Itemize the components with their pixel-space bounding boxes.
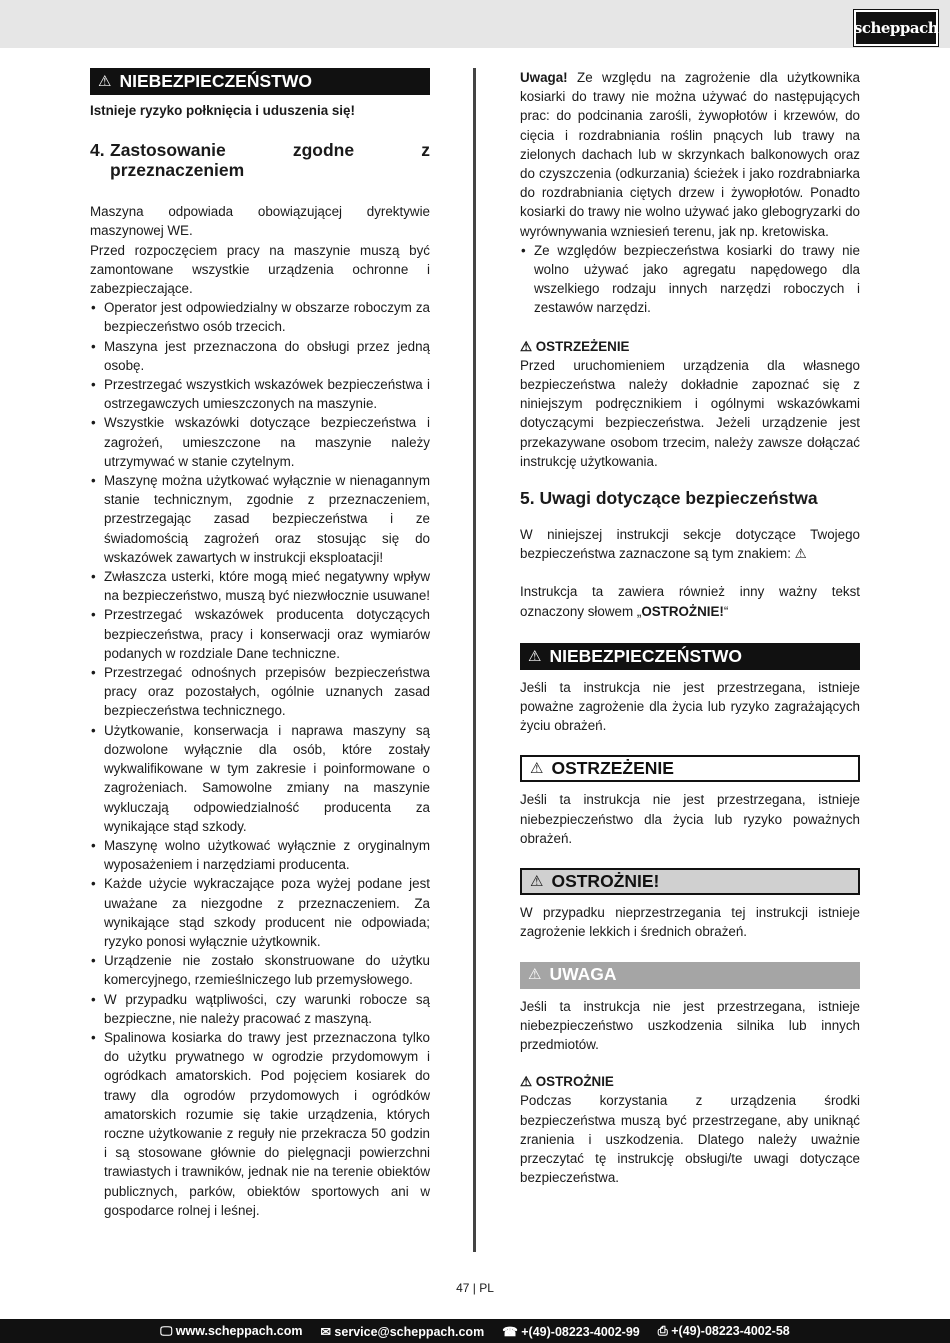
- list-item: • Urządzenie nie zostało skonstruowane do użytku komercyjnego, rzemieślniczego lub przemysłowego.: [90, 951, 430, 989]
- danger-text: Istnieje ryzyko połknięcia i uduszenia się!: [90, 103, 355, 118]
- list-item: • Zwłaszcza usterki, które mogą mieć negatywny wpływ na bezpieczeństwo, muszą być niezwłocznie usuwane!: [90, 567, 430, 605]
- warning-triangle-icon: ⚠: [530, 872, 544, 890]
- danger-banner: [520, 643, 860, 670]
- uwaga-paragraph: [520, 68, 860, 241]
- danger-banner: [90, 68, 430, 95]
- caution-text: Podczas korzystania z urządzenia środki bezpieczeństwa muszą być przestrzegane, aby uniknąć zranienia i uszkodzenia. Dlatego należy uważnie przeczytać tę instrukcję obsługi/te uwagi dotyczące bezpieczeństwa.: [520, 1093, 860, 1186]
- paragraph: Przed rozpoczęciem pracy na maszynie muszą być zamontowane wszystkie urządzenia ochronne i zabezpieczające.: [90, 242, 430, 297]
- list-item: • Przestrzegać wskazówek producenta dotyczących bezpieczeństwa, pracy i konserwacji oraz wymiarów podanych w rozdziale Dane techniczne.: [90, 605, 430, 663]
- phone-icon: ☎: [502, 1324, 518, 1339]
- email-link[interactable]: service@scheppach.com: [334, 1324, 485, 1339]
- section-4-number: 4.: [90, 140, 105, 161]
- caution-head-label: OSTROŻNIE: [535, 1074, 614, 1090]
- header-bar: [0, 0, 950, 48]
- caution-box-text: W przypadku nieprzestrzegania tej instrukcji istnieje zagrożenie lekkich i średnich obrażeń.: [520, 905, 860, 940]
- section-5-title: 5. Uwagi dotyczące bezpieczeństwa: [520, 488, 818, 509]
- scheppach-logo: scheppach: [854, 10, 938, 46]
- web-link[interactable]: www.scheppach.com: [175, 1323, 303, 1338]
- danger-label: NIEBEZPIECZEŃSTWO: [119, 70, 312, 91]
- warning-triangle-icon: ⚠: [530, 760, 544, 778]
- left-column: [90, 68, 430, 1220]
- paragraph: W niniejszej instrukcji sekcje dotyczące Twojego bezpieczeństwa zaznaczone są tym znakiem: ⚠: [520, 527, 860, 562]
- phone-number: +(49)-08223-4002-99: [521, 1324, 640, 1339]
- notice-banner: [520, 962, 860, 989]
- list-item: • Operator jest odpowiedzialny w obszarze roboczym za bezpieczeństwo osób trzecich.: [90, 298, 430, 336]
- monitor-icon: 🖵: [160, 1323, 173, 1338]
- footer-fax: [658, 1324, 790, 1339]
- warning-box-text: Jeśli ta instrukcja nie jest przestrzegana, istnieje niebezpieczeństwo dla życia lub ryzyko poważnych obrażeń.: [520, 792, 860, 846]
- notice-label: UWAGA: [549, 964, 617, 985]
- footer-bar: [0, 1319, 950, 1343]
- list-item: • Spalinowa kosiarka do trawy jest przeznaczona tylko do użytku prywatnego w ogrodzie przydomowym i ogródkach amatorskich. Pod pojęciem kosiarek do trawy dla ogrodów przydomowych i ogródków amatorskich rozumie się takie urządzenia, których roczne użytkowanie z reguły nie przekracza 50 godzin i są stosowane głównie do pielęgnacji powierzchni trawiastych i trawników, jednak nie na terenie obiektów publicznych, parków, obiektów sportowych ani w gospodarce rolnej i leśnej.: [90, 1028, 430, 1220]
- list-item: • Wszystkie wskazówki dotyczące bezpieczeństwa i zagrożeń, umieszczone na maszynie należy utrzymywać w stanie czytelnym.: [90, 413, 430, 471]
- warning-heading: [520, 337, 860, 356]
- fax-icon: ⎙: [657, 1323, 668, 1338]
- footer-web[interactable]: [160, 1324, 302, 1339]
- danger-text: Jeśli ta instrukcja nie jest przestrzegana, istnieje poważne zagrożenie dla życia lub ryzyko zagrażających życiu obrażeń.: [520, 679, 860, 734]
- list-item: • W przypadku wątpliwości, czy warunki robocze są bezpieczne, nie należy pracować z maszyną.: [90, 990, 430, 1028]
- uwaga-text: Ze względu na zagrożenie dla użytkownika kosiarki do trawy nie można używać do następujących prac: do podcinania zarośli, żywopłotów i krzewów, do cięcia i rozdrabniania roślin pnących lub trawy na zielonych dachach lub w skrzynkach balkonowych oraz do czyszczenia (odkurzania) ścieżek i jako rozdrabniarka do rozdrabniania ciętych drzew i żywopłotów. Ponadto kosiarki do trawy nie wolno używać jako glebogryzarki do wyrównywania wzniesień terenu, jak np. kretowiska.: [520, 70, 860, 239]
- usage-list: [90, 298, 430, 1220]
- warning-banner: [520, 755, 860, 782]
- caution-banner: [520, 868, 860, 895]
- caution-label: OSTROŻNIE!: [551, 870, 660, 891]
- s5-p2-bold: OSTROŻNIE!: [641, 603, 724, 619]
- list-item: • Maszynę wolno użytkować wyłącznie z oryginalnym wyposażeniem i narzędziami producenta.: [90, 836, 430, 874]
- warning-label: OSTRZEŻENIE: [551, 758, 674, 779]
- column-divider: [473, 68, 476, 1252]
- uwaga-lead: Uwaga!: [520, 70, 568, 85]
- section-4-title: Zastosowanie zgodne z przeznaczeniem: [110, 140, 430, 181]
- section-4-heading: [90, 140, 430, 180]
- page-number: 47 | PL: [456, 1281, 494, 1295]
- footer-email[interactable]: [320, 1324, 484, 1339]
- footer-phone: [502, 1324, 640, 1339]
- paragraph: Maszyna odpowiada obowiązującej dyrektywie maszynowej WE.: [90, 204, 430, 239]
- warning-text: Przed uruchomieniem urządzenia dla własnego bezpieczeństwa należy dokładnie zapoznać się z niniejszym podręcznikiem i ogólnymi wskazówkami dotyczącymi bezpieczeństwa. Jeżeli urządzenie jest przekazywane osobom trzecim, należy zawsze dołączać instrukcję użytkowania.: [520, 357, 860, 469]
- list-item: • Użytkowanie, konserwacja i naprawa maszyny są dozwolone wyłącznie dla osób, które zostały wykwalifikowane w tym zakresie i poinformowane o zagrożeniach. Samowolne zmiany na maszynie wykluczają odpowiedzialność producenta za wynikające stąd szkody.: [90, 721, 430, 836]
- uwaga-list: [520, 241, 860, 318]
- list-item: • Maszyna jest przeznaczona do obsługi przez jedną osobę.: [90, 337, 430, 375]
- warning-head-label: OSTRZEŻENIE: [535, 338, 630, 354]
- paragraph: [520, 582, 860, 620]
- list-item: • Przestrzegać wszystkich wskazówek bezpieczeństwa i ostrzegawczych umieszczonych na maszynie.: [90, 375, 430, 413]
- s5-p2-pre: Instrukcja ta zawiera również inny ważny tekst oznaczony słowem „: [520, 584, 860, 619]
- warning-triangle-icon: ⚠: [98, 72, 112, 90]
- envelope-icon: ✉: [320, 1324, 331, 1339]
- notice-box-text: Jeśli ta instrukcja nie jest przestrzegana, istnieje niebezpieczeństwo uszkodzenia silnika lub innych przedmiotów.: [520, 998, 860, 1052]
- right-column: [520, 68, 860, 1187]
- list-item: • Każde użycie wykraczające poza wyżej podane jest uważane za niezgodne z przeznaczeniem. Za wynikające stąd szkody producent nie odpowiada; ryzyko ponosi wyłącznie użytkownik.: [90, 874, 430, 951]
- danger-label: NIEBEZPIECZEŃSTWO: [549, 645, 742, 666]
- warning-triangle-icon: ⚠: [528, 647, 542, 665]
- warning-triangle-icon: ⚠: [520, 338, 533, 354]
- list-item: • Przestrzegać odnośnych przepisów bezpieczeństwa pracy oraz pozostałych, ogólnie uznanych zasad bezpieczeństwa technicznego.: [90, 663, 430, 721]
- warning-triangle-icon: ⚠: [520, 1074, 533, 1090]
- fax-number: +(49)-08223-4002-58: [671, 1323, 790, 1338]
- list-item: • Ze względów bezpieczeństwa kosiarki do trawy nie wolno używać jako agregatu napędowego dla wszelkiego rodzaju innych narzędzi roboczych i zestawów narzędzi.: [520, 241, 860, 318]
- s5-p2-post: “: [723, 603, 729, 619]
- caution-heading: [520, 1072, 860, 1091]
- warning-triangle-icon: ⚠: [528, 966, 542, 984]
- list-item: • Maszynę można użytkować wyłącznie w nienagannym stanie technicznym, zgodnie z przeznaczeniem, przestrzegając zasad bezpieczeństwa i ze świadomością zagrożeń oraz stosując się do wskazówek zawartych w instrukcji eksploatacji!: [90, 471, 430, 567]
